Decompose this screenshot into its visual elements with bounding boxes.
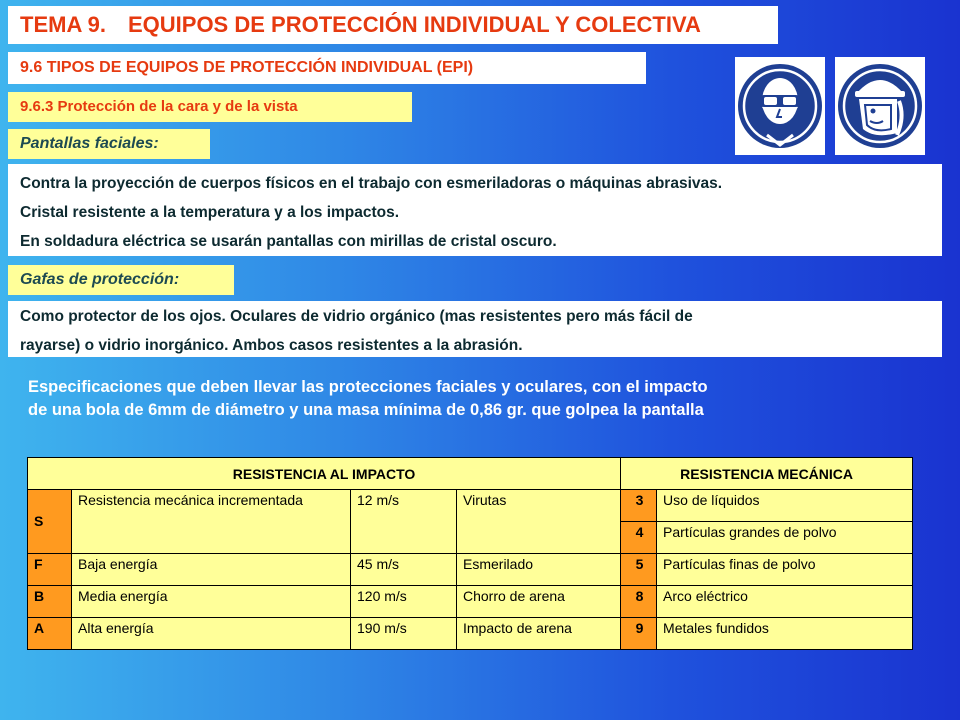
mechanical-code: 9: [621, 618, 657, 650]
spec-line: de una bola de 6mm de diámetro y una masa mínima de 0,86 gr. que golpea la pantalla: [28, 401, 704, 419]
gafas-proteccion-label: Gafas de protección:: [8, 265, 234, 295]
table-row: [28, 490, 913, 522]
resistance-table: [27, 457, 913, 650]
impact-type: Esmerilado: [457, 554, 621, 586]
mechanical-resistance-header: RESISTENCIA MECÁNICA: [621, 458, 913, 490]
impact-code: A: [28, 618, 72, 650]
pantallas-faciales-text: [8, 164, 942, 256]
impact-resistance-header: RESISTENCIA AL IMPACTO: [28, 458, 621, 490]
impact-description: Resistencia mecánica incrementada: [72, 490, 351, 554]
table-row: [28, 618, 913, 650]
impact-speed: 120 m/s: [351, 586, 457, 618]
impact-speed: 45 m/s: [351, 554, 457, 586]
impact-code: B: [28, 586, 72, 618]
face-shield-mandatory-sign-icon: [835, 57, 925, 155]
table-header-row: [28, 458, 913, 490]
mechanical-description: Partículas grandes de polvo: [657, 522, 913, 554]
tema-title: EQUIPOS DE PROTECCIÓN INDIVIDUAL Y COLECTIVA: [127, 12, 701, 37]
text-line: Cristal resistente a la temperatura y a los impactos.: [20, 204, 400, 221]
mechanical-description: Arco eléctrico: [657, 586, 913, 618]
mechanical-code: 5: [621, 554, 657, 586]
mechanical-description: Metales fundidos: [657, 618, 913, 650]
page-title: [8, 6, 778, 44]
specifications-paragraph: [28, 376, 928, 422]
impact-code: F: [28, 554, 72, 586]
tema-number: TEMA 9.: [20, 12, 106, 37]
impact-description: Baja energía: [72, 554, 351, 586]
impact-speed: 190 m/s: [351, 618, 457, 650]
impact-type: Impacto de arena: [457, 618, 621, 650]
mechanical-description: Partículas finas de polvo: [657, 554, 913, 586]
subsection-heading: 9.6.3 Protección de la cara y de la vista: [8, 92, 412, 122]
goggles-mandatory-sign-icon: [735, 57, 825, 155]
text-line: Contra la proyección de cuerpos físicos en el trabajo con esmeriladoras o máquinas abrasivas.: [20, 175, 723, 192]
safety-signs: [735, 57, 925, 155]
text-line: rayarse) o vidrio inorgánico. Ambos casos resistentes a la abrasión.: [20, 337, 523, 354]
impact-type: Chorro de arena: [457, 586, 621, 618]
impact-type: Virutas: [457, 490, 621, 554]
impact-description: Alta energía: [72, 618, 351, 650]
mechanical-description: Uso de líquidos: [657, 490, 913, 522]
mechanical-code: 4: [621, 522, 657, 554]
impact-description: Media energía: [72, 586, 351, 618]
table-row: [28, 586, 913, 618]
text-line: Como protector de los ojos. Oculares de vidrio orgánico (mas resistentes pero más fácil de: [20, 308, 693, 325]
impact-code: S: [28, 490, 72, 554]
section-heading: 9.6 TIPOS DE EQUIPOS DE PROTECCIÓN INDIVIDUAL (EPI): [8, 52, 646, 84]
impact-speed: 12 m/s: [351, 490, 457, 554]
mechanical-code: 3: [621, 490, 657, 522]
text-line: En soldadura eléctrica se usarán pantallas con mirillas de cristal oscuro.: [20, 233, 557, 250]
spec-line: Especificaciones que deben llevar las protecciones faciales y oculares, con el impacto: [28, 378, 708, 396]
pantallas-faciales-label: Pantallas faciales:: [8, 129, 210, 159]
table-row: [28, 554, 913, 586]
mechanical-code: 8: [621, 586, 657, 618]
gafas-proteccion-text: [8, 301, 942, 357]
